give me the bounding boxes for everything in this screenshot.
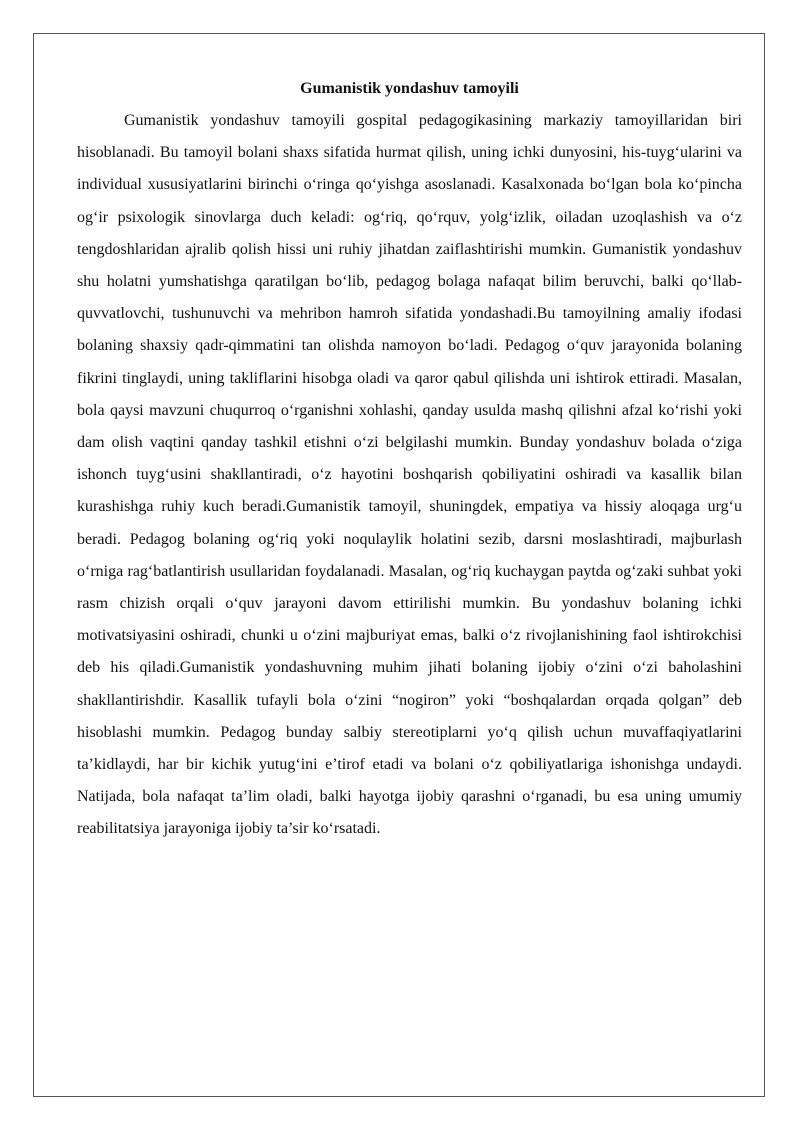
document-title: Gumanistik yondashuv tamoyili: [300, 80, 519, 97]
document-body: Gumanistik yondashuv tamoyili gospital pedagogikasining markaziy tamoyillaridan biri hisoblanadi. Bu tamoyil bolani shaxs sifatida hurmat qilish, uning ichki dunyosini, his-tuyg‘ularini va individual xususiyatlarini birinchi o‘ringa qo‘yishga asoslanadi. Kasalxonada bo‘lgan bola ko‘pincha og‘ir psixologik sinovlarga duch keladi: og‘riq, qo‘rquv, yolg‘izlik, oiladan uzoqlashish va o‘z tengdoshlaridan ajralib qolish hissi uni ruhiy jihatdan zaiflashtirishi mumkin. Gumanistik yondashuv shu holatni yumshatishga qaratilgan bo‘lib, pedagog bolaga nafaqat bilim beruvchi, balki qo‘llab-quvvatlovchi, tushunuvchi va mehribon hamroh sifatida yondashadi.Bu tamoyilning amaliy ifodasi bolaning shaxsiy qadr-qimmatini tan olishda namoyon bo‘ladi. Pedagog o‘quv jarayonida bolaning fikrini tinglaydi, uning takliflarini hisobga oladi va qaror qabul qilishda uni ishtirok ettiradi. Masalan, bola qaysi mavzuni chuqurroq o‘rganishni xohlashi, qanday usulda mashq qilishni afzal ko‘rishi yoki dam olish vaqtini qanday tashkil etishni o‘zi belgilashi mumkin. Bunday yondashuv bolada o‘ziga ishonch tuyg‘usini shakllantiradi, o‘z hayotini boshqarish qobiliyatini oshiradi va kasallik bilan kurashishga ruhiy kuch beradi.Gumanistik tamoyil, shuningdek, empatiya va hissiy aloqaga urg‘u beradi. Pedagog bolaning og‘riq yoki noqulaylik holatini sezib, darsni moslashtiradi, majburlash o‘rniga rag‘batlantirish usullaridan foydalanadi. Masalan, og‘riq kuchaygan paytda og‘zaki suhbat yoki rasm chizish orqali o‘quv jarayoni davom ettirilishi mumkin. Bu yondashuv bolaning ichki motivatsiyasini oshiradi, chunki u o‘zini majburiyat emas, balki o‘z rivojlanishining faol ishtirokchisi deb his qiladi.Gumanistik yondashuvning muhim jihati bolaning ijobiy o‘zini o‘zi baholashini shakllantirishdir. Kasallik tufayli bola o‘zini “nogiron” yoki “boshqalardan orqada qolgan” deb hisoblashi mumkin. Pedagog bunday salbiy stereotiplarni yo‘q qilish uchun muvaffaqiyatlarini ta’kidlaydi, har bir kichik yutug‘ini e’tirof etadi va bolani o‘z qobiliyatlariga ishonishga undaydi. Natijada, bola nafaqat ta’lim oladi, balki hayotga ijobiy qarashni o‘rganadi, bu esa uning umumiy reabilitatsiya jarayoniga ijobiy ta’sir ko‘rsatadi.: [77, 112, 742, 838]
document-content: [77, 72, 742, 846]
